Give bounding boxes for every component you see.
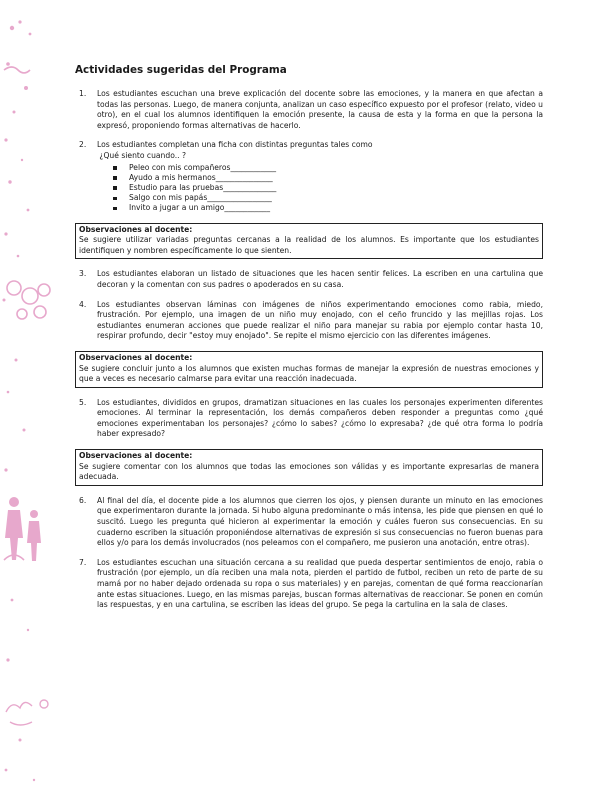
activity-item-2: 2. Los estudiantes completan una ficha con distintas preguntas tales como ¿Qué siento cuando.. ? Peleo con mis compañeros____________ Ayudo a mis hermanos_______________ Estudio para las pruebas______________ Salgo con mis papás_________________ Invito a jugar a un amigo____________ — [75, 140, 543, 213]
observation-heading: Observaciones al docente: — [79, 352, 193, 362]
activity-item-6: 6. Al final del día, el docente pide a los alumnos que cierren los ojos, y piensen durante un minuto en las emociones que experimentaron durante la jornada. Si hubo alguna predominante o más intensa, les pide que piensen en qué lo suscitó. Luego les pregunta qué hicieron al experimentar la emoción y cuáles fueron sus consecuencias. En su cuaderno escriben la situación proponiéndose alternativas de expresión si sus consecuencias no fueron buenas para ellos y/o para los demás involucrados (nos peleamos con el compañero, me pusieron una anotación, entre otras). — [79, 495, 543, 548]
list-item: Invito a jugar a un amigo____________ — [111, 203, 543, 213]
activity-item-4: 4. Los estudiantes observan láminas con imágenes de niños experimentando emociones como rabia, miedo, frustración. Por ejemplo, una imagen de un niño muy enojado, con el ceño fruncido y las mejillas rojas. Los estudiantes enumeran acciones que puede realizar el niño para manejar su rabia por ejemplo contar hasta 10, respirar profundo, decir "estoy muy enojado". Se repite el mismo ejercicio con las diferentes imágenes. — [79, 299, 543, 341]
bullet-list — [97, 163, 543, 214]
activity-item-1: 1. Los estudiantes escuchan una breve explicación del docente sobre las emociones, y la manera en que afectan a todas las personas. Luego, de manera conjunta, analizan un caso específico expuesto por el profesor (relato, video u otro), en el cual los alumnos identifiquen la emoción presente, la causa de esta y la forma en que la persona la expresó, proponiendo formas alternativas de hacerlo. — [79, 89, 543, 130]
observation-text: Se sugiere concluir junto a los alumnos que existen muchas formas de manejar la expresión de nuestras emociones y que a veces es necesario calmarse para evitar una reacción inadecuada. — [79, 363, 539, 384]
teacher-observation-box — [75, 449, 543, 486]
observation-text: Se sugiere utilizar variadas preguntas cercanas a la realidad de los alumnos. Es importante que los estudiantes identifiquen y nombren específicamente lo que sienten. — [79, 235, 539, 255]
observation-text: Se sugiere comentar con los alumnos que todas las emociones son válidas y es importante expresarlas de manera adecuada. — [79, 461, 539, 482]
observation-heading: Observaciones al docente: — [79, 224, 193, 234]
activity-question: ¿Qué siento cuando.. ? — [99, 150, 186, 160]
left-margin-decoration — [0, 0, 55, 800]
list-item: Salgo con mis papás_________________ — [111, 193, 543, 203]
teacher-observation-box — [75, 351, 543, 388]
list-item: Peleo con mis compañeros____________ — [111, 163, 543, 173]
observation-heading: Observaciones al docente: — [79, 451, 193, 461]
list-item: Ayudo a mis hermanos_______________ — [111, 173, 543, 183]
list-item: Estudio para las pruebas______________ — [111, 183, 543, 193]
activity-item-3: 3. Los estudiantes elaboran un listado de situaciones que les hacen sentir felices. La escriben en una cartulina que decoran y la comentan con sus padres o apoderados en su casa. — [79, 269, 543, 289]
activity-item-7: 7. Los estudiantes escuchan una situación cercana a su realidad que pueda despertar sentimientos de enojo, rabia o frustración (por ejemplo, un día reciben una mala nota, pierden el partido de futbol, reciben un reto de parte de su mamá por no haber dejado ordenada su ropa o sus materiales) y en parejas, comentan de qué forma reaccionarían ante estas situaciones. Luego, en las mismas parejas, buscan formas alternativas de reaccionar. Se ponen en común las respuestas, y en una cartulina, se escriben las ideas del grupo. Se pega la cartulina en la sala de clases. — [79, 557, 543, 610]
document-body — [75, 64, 543, 620]
activity-text: Los estudiantes completan una ficha con distintas preguntas tales como — [97, 140, 373, 150]
activity-item-5: 5. Los estudiantes, divididos en grupos, dramatizan situaciones en las cuales los personajes experimenten diferentes emociones. Al terminar la representación, los demás compañeros deben responder a preguntas como ¿qué emociones experimentaban los personajes? ¿cómo lo sabes? ¿cómo lo expresaba? ¿de qué otra forma lo podría haber expresado? — [79, 397, 543, 439]
teacher-observation-box — [75, 223, 543, 260]
page-title: Actividades sugeridas del Programa — [75, 64, 287, 76]
